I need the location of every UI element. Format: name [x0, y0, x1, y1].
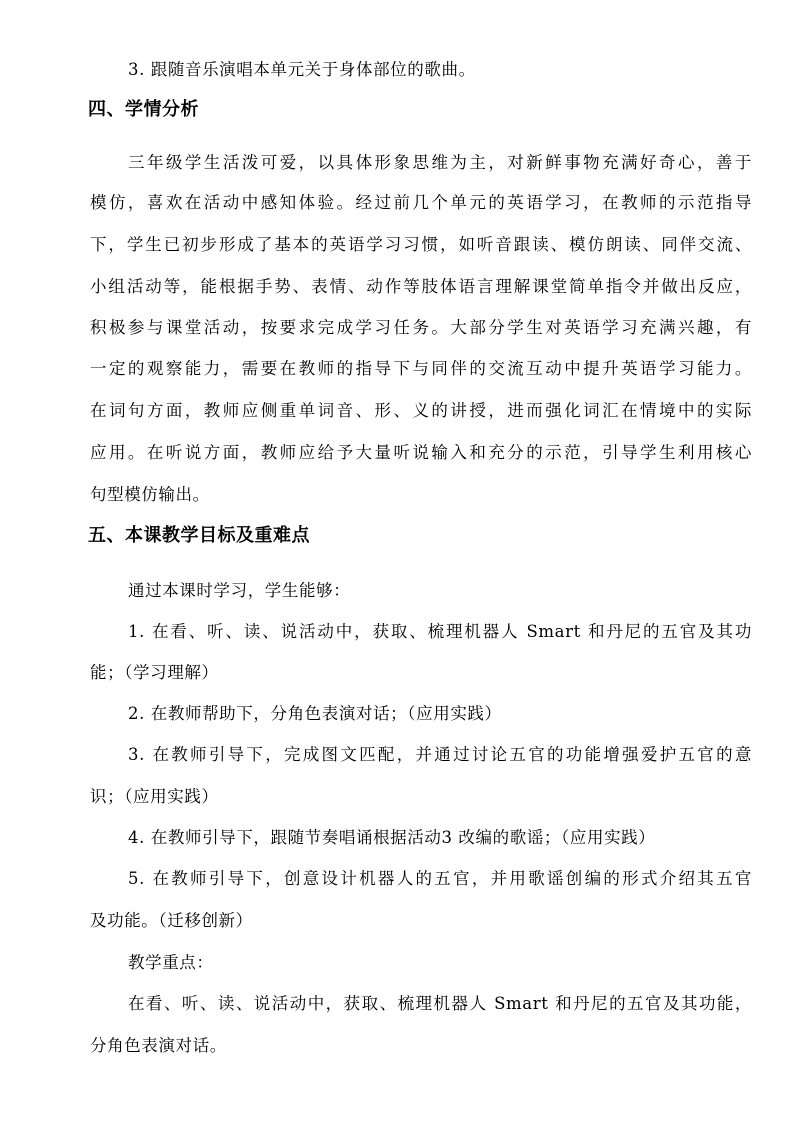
key-points-label: 教学重点： — [128, 953, 214, 972]
paragraph-line: 下，学生已初步形成了基本的英语学习习惯，如听音跟读、模仿朗读、同伴交流、 — [90, 235, 752, 254]
key-points-line-1: 在看、听、读、说活动中，获取、梳理机器人 Smart 和丹尼的五官及其功能， — [128, 994, 752, 1013]
goals-intro: 通过本课时学习，学生能够： — [128, 581, 351, 600]
paragraph-line: 在词句方面，教师应侧重单词音、形、义的讲授，进而强化词汇在情境中的实际 — [90, 401, 752, 420]
paragraph-line: 句型模仿输出。 — [90, 485, 210, 504]
key-points-line-2: 分角色表演对话。 — [90, 1036, 227, 1055]
goal-2: 2. 在教师帮助下，分角色表演对话；（应用实践） — [128, 704, 502, 723]
goal-5-line-1: 5. 在教师引导下，创意设计机器人的五官，并用歌谣创编的形式介绍其五官 — [128, 869, 752, 888]
goal-4: 4. 在教师引导下，跟随节奏唱诵根据活动3 改编的歌谣；（应用实践） — [128, 828, 656, 847]
goal-3-line-1: 3. 在教师引导下，完成图文匹配，并通过讨论五官的功能增强爱护五官的意 — [128, 745, 752, 764]
goal-1-line-1: 1. 在看、听、读、说活动中，获取、梳理机器人 Smart 和丹尼的五官及其功 — [128, 622, 752, 641]
section-5-heading: 五、本课教学目标及重难点 — [88, 525, 310, 546]
paragraph-line: 小组活动等，能根据手势、表情、动作等肢体语言理解课堂简单指令并做出反应， — [90, 277, 752, 296]
paragraph-line: 积极参与课堂活动，按要求完成学习任务。大部分学生对英语学习充满兴趣，有 — [90, 318, 752, 337]
goal-3-line-2: 识；（应用实践） — [90, 787, 219, 806]
paragraph-line: 模仿，喜欢在活动中感知体验。经过前几个单元的英语学习，在教师的示范指导 — [90, 193, 752, 212]
item-3-song-goal: 3. 跟随音乐演唱本单元关于身体部位的歌曲。 — [128, 60, 476, 79]
goal-1-line-2: 能；（学习理解） — [90, 663, 219, 682]
paragraph-line: 应用。在听说方面，教师应给予大量听说输入和充分的示范，引导学生利用核心 — [90, 443, 752, 462]
paragraph-line: 三年级学生活泼可爱，以具体形象思维为主，对新鲜事物充满好奇心，善于 — [128, 153, 752, 172]
paragraph-line: 一定的观察能力，需要在教师的指导下与同伴的交流互动中提升英语学习能力。 — [90, 359, 752, 378]
section-4-heading: 四、学情分析 — [88, 99, 199, 120]
goal-5-line-2: 及功能。（迁移创新） — [90, 911, 253, 930]
